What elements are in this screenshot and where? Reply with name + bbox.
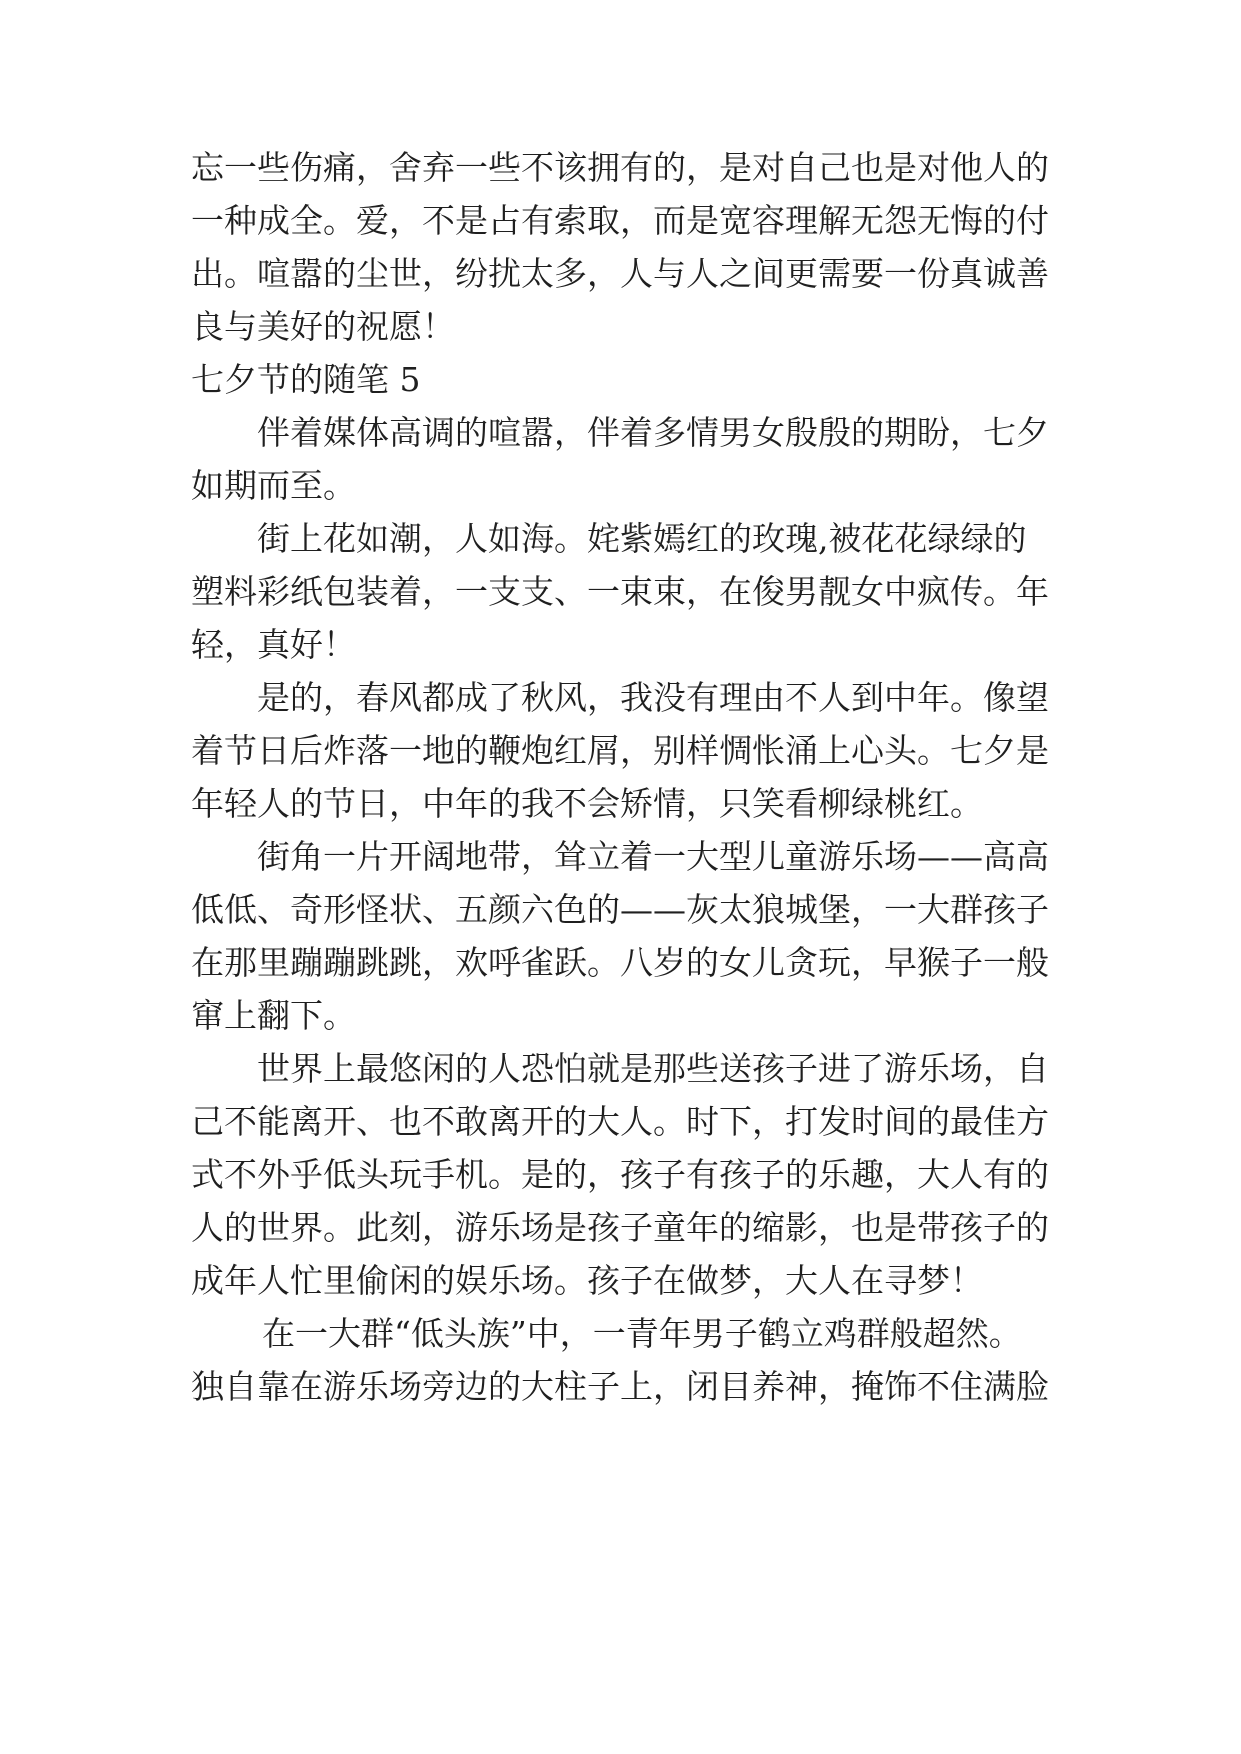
text-line: 塑料彩纸包装着，一支支、一束束，在俊男靓女中疯传。年 (191, 572, 1049, 611)
text-line: 己不能离开、也不敢离开的大人。时下，打发时间的最佳方 (191, 1102, 1049, 1141)
text-line: 年轻人的节日，中年的我不会矫情，只笑看柳绿桃红。 (191, 784, 983, 823)
text-line: 街上花如潮，人如海。姹紫嫣红的玫瑰,被花花绿绿的 (257, 519, 1027, 558)
text-line: 窜上翻下。 (191, 996, 356, 1035)
text-line: 人的世界。此刻，游乐场是孩子童年的缩影，也是带孩子的 (191, 1208, 1049, 1247)
text-line: 式不外乎低头玩手机。是的，孩子有孩子的乐趣，大人有的 (191, 1155, 1049, 1194)
text-line: 街角一片开阔地带，耸立着一大型儿童游乐场——高高 (257, 837, 1049, 876)
text-line: 着节日后炸落一地的鞭炮红屑，别样惆怅涌上心头。七夕是 (191, 731, 1049, 770)
text-line: 在那里蹦蹦跳跳，欢呼雀跃。八岁的女儿贪玩，早猴子一般 (191, 943, 1049, 982)
text-line: 轻，真好！ (191, 625, 356, 664)
text-line: 良与美好的祝愿！ (191, 307, 455, 346)
text-line: 一种成全。爱，不是占有索取，而是宽容理解无怨无悔的付 (191, 201, 1049, 240)
text-line: 如期而至。 (191, 466, 356, 505)
text-line: 在一大群“低头族”中，一青年男子鹤立鸡群般超然。 (262, 1314, 1022, 1353)
text-line: 忘一些伤痛，舍弃一些不该拥有的，是对自己也是对他人的 (191, 148, 1049, 187)
section-heading: 七夕节的随笔 5 (191, 360, 421, 399)
text-line: 出。喧嚣的尘世，纷扰太多，人与人之间更需要一份真诚善 (191, 254, 1049, 293)
text-line: 低低、奇形怪状、五颜六色的——灰太狼城堡，一大群孩子 (191, 890, 1049, 929)
text-line: 成年人忙里偷闲的娱乐场。孩子在做梦，大人在寻梦！ (191, 1261, 983, 1300)
text-line: 世界上最悠闲的人恐怕就是那些送孩子进了游乐场，自 (257, 1049, 1049, 1088)
text-line: 是的，春风都成了秋风，我没有理由不人到中年。像望 (257, 678, 1049, 717)
text-line: 独自靠在游乐场旁边的大柱子上，闭目养神，掩饰不住满脸 (191, 1367, 1049, 1406)
text-line: 伴着媒体高调的喧嚣，伴着多情男女殷殷的期盼，七夕 (257, 413, 1049, 452)
